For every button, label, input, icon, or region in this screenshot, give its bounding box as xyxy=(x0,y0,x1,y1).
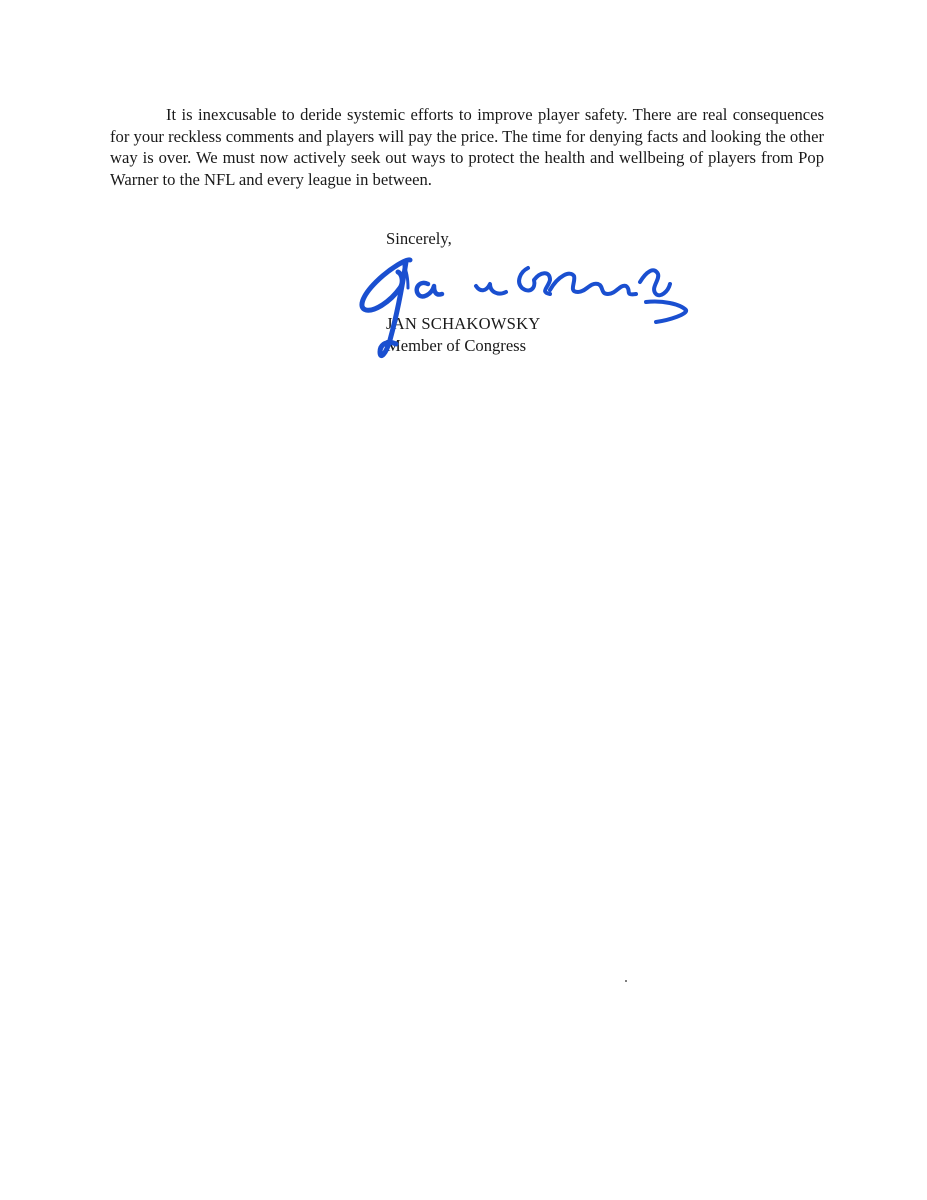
scan-speck xyxy=(625,980,627,982)
closing-salutation: Sincerely, xyxy=(386,229,452,248)
signer-name: JAN SCHAKOWSKY xyxy=(386,314,541,333)
handwritten-signature xyxy=(350,248,700,378)
body-paragraph: It is inexcusable to deride systemic efforts to improve player safety. There are real consequences for your reckless comments and players will pay the price. The time for denying facts and looking the other way is over. We must now actively seek out ways to protect the health and wellbeing of players from Pop Warner to the NFL and every league in between. xyxy=(110,105,824,189)
signer-title: Member of Congress xyxy=(386,336,527,355)
